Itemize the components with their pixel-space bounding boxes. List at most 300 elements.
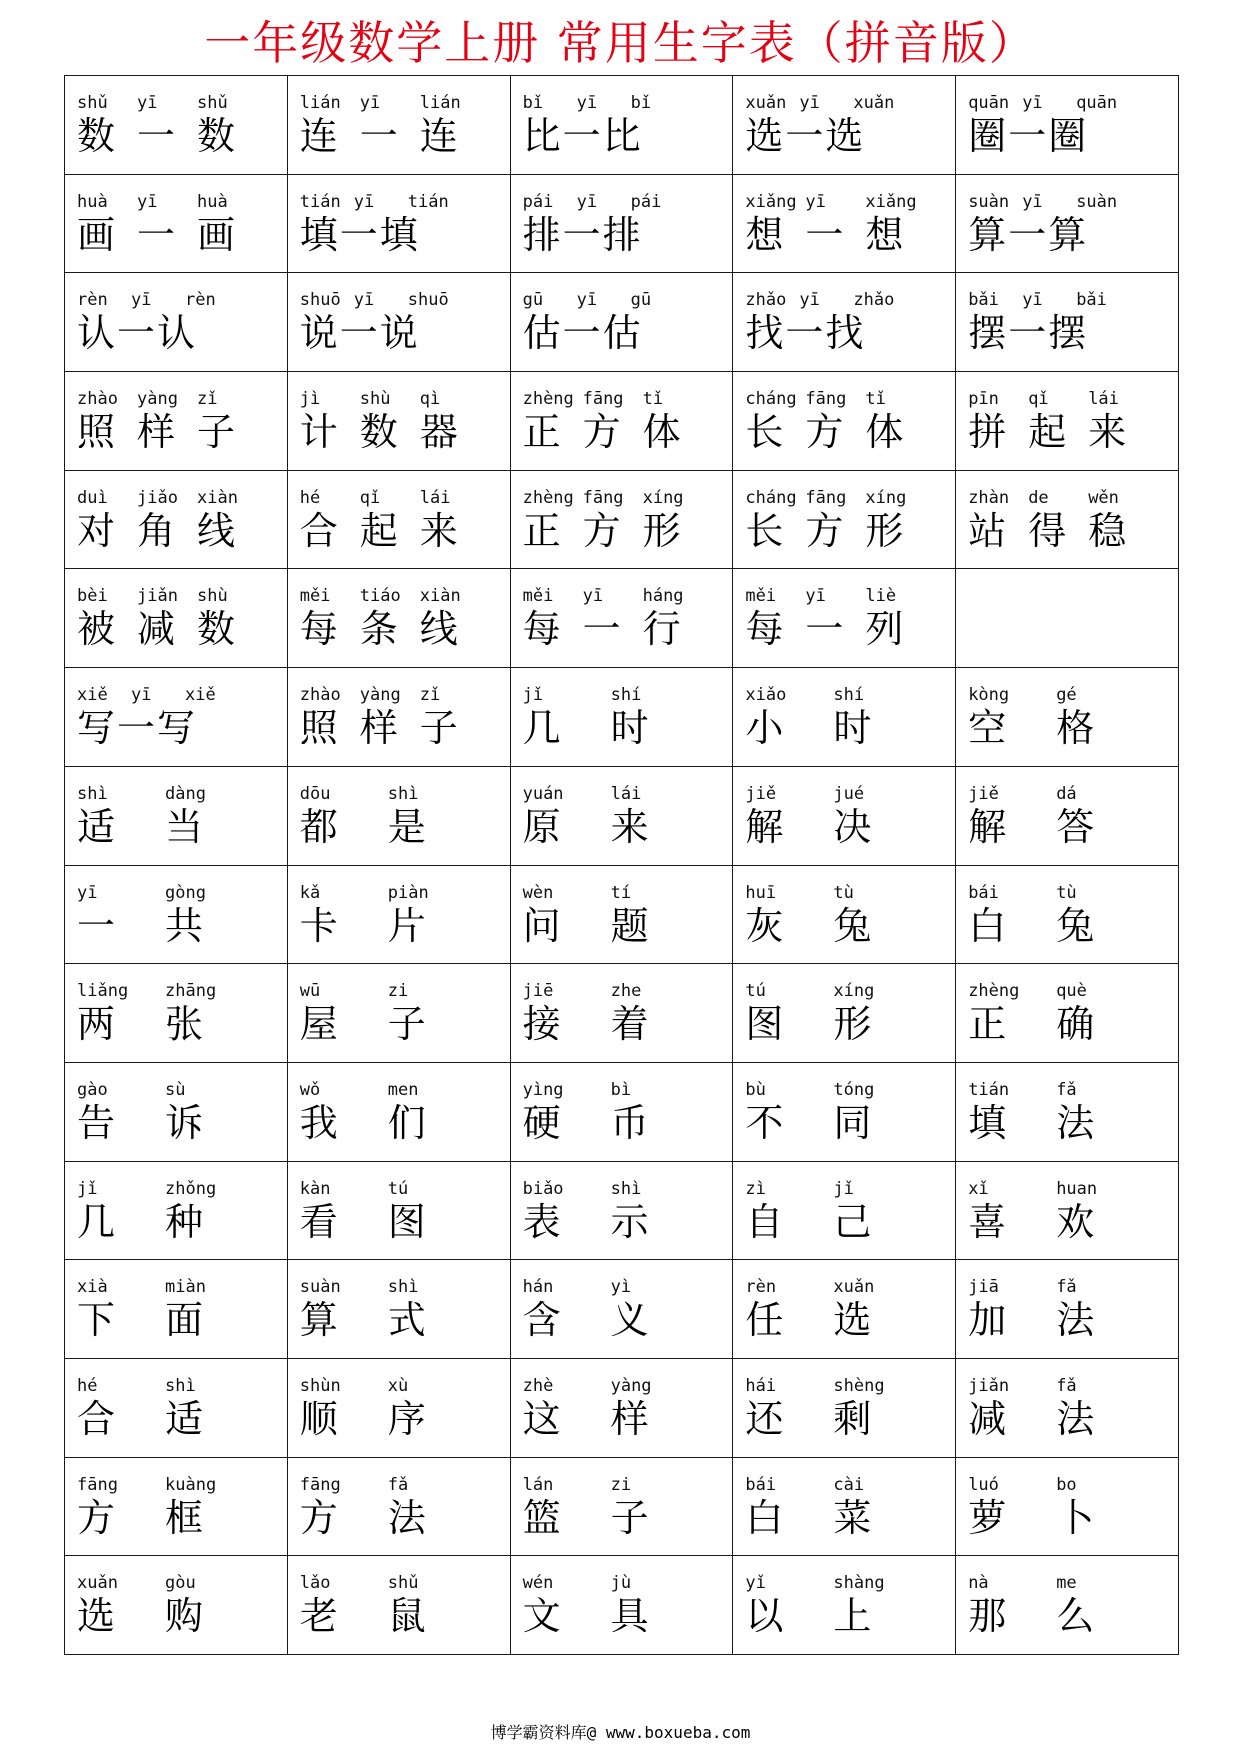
hanzi-character: 数 xyxy=(197,607,236,652)
word-cell xyxy=(65,865,288,964)
hanzi-character: 连 xyxy=(419,114,458,158)
hanzi-character: 估 xyxy=(602,311,641,356)
word-cell-content xyxy=(288,1556,510,1638)
hanzi-character: 比 xyxy=(522,114,561,158)
pinyin-syllable: shù xyxy=(359,389,391,410)
pinyin-row xyxy=(300,1276,502,1298)
pinyin-syllable: miàn xyxy=(165,1277,206,1298)
hanzi-character: 选 xyxy=(833,1298,872,1343)
character-row xyxy=(523,904,725,948)
word-cell xyxy=(510,865,733,964)
word-cell-content xyxy=(288,964,510,1046)
word-cell-content xyxy=(65,1063,287,1145)
table-row xyxy=(65,1457,1179,1556)
hanzi-character: 正 xyxy=(522,410,561,455)
pinyin-syllable: měi xyxy=(522,586,554,607)
word-cell xyxy=(65,1062,288,1161)
pinyin-syllable: yī xyxy=(582,586,604,607)
word-cell-content xyxy=(733,964,955,1046)
hanzi-character: 认 xyxy=(77,311,116,356)
character-row xyxy=(968,1298,1170,1342)
hanzi-character: 拼 xyxy=(968,410,1007,455)
word-cell xyxy=(65,1358,288,1457)
pinyin-syllable: bo xyxy=(1056,1474,1077,1495)
pinyin-row xyxy=(745,92,947,114)
character-row xyxy=(523,1594,725,1638)
character-row xyxy=(968,904,1170,948)
word-cell-content xyxy=(956,1458,1178,1540)
pinyin-syllable: rèn xyxy=(185,290,216,311)
character-row xyxy=(300,410,502,454)
pinyin-syllable: pái xyxy=(522,191,554,212)
pinyin-row xyxy=(77,980,279,1002)
character-row xyxy=(523,1496,725,1540)
pinyin-syllable: gòng xyxy=(165,882,206,903)
pinyin-syllable: yī xyxy=(799,93,820,113)
word-cell-content xyxy=(65,76,287,158)
hanzi-character: 灰 xyxy=(745,903,784,948)
hanzi-character: 空 xyxy=(968,706,1007,751)
hanzi-character: 长 xyxy=(745,410,784,455)
hanzi-character: 篮 xyxy=(522,1495,561,1540)
character-row xyxy=(300,1594,502,1638)
word-cell-content xyxy=(65,767,287,849)
character-row xyxy=(968,114,1170,158)
hanzi-character: 比 xyxy=(602,114,641,158)
footer-watermark: 博学霸资料库@ www.boxueba.com xyxy=(490,1723,751,1742)
pinyin-syllable: tián xyxy=(968,1079,1010,1100)
word-cell-content xyxy=(511,1458,733,1540)
pinyin-syllable: huan xyxy=(1056,1178,1098,1199)
word-cell-content xyxy=(956,372,1178,454)
word-cell-content xyxy=(733,1458,955,1540)
pinyin-syllable: lǎo xyxy=(299,1573,331,1594)
pinyin-syllable: zhe xyxy=(610,981,642,1002)
pinyin-row xyxy=(745,980,947,1002)
character-row xyxy=(523,607,725,651)
word-cell xyxy=(287,1062,510,1161)
word-cell-content xyxy=(288,76,510,158)
hanzi-character: 想 xyxy=(865,212,904,257)
word-cell-content xyxy=(733,1359,955,1441)
pinyin-row xyxy=(968,1572,1170,1594)
character-row xyxy=(300,311,502,355)
hanzi-character: 连 xyxy=(299,114,338,158)
pinyin-syllable: shuō xyxy=(299,290,341,311)
word-cell xyxy=(956,1062,1179,1161)
pinyin-row xyxy=(523,1276,725,1298)
table-row xyxy=(65,273,1179,372)
pinyin-row xyxy=(523,289,725,311)
hanzi-character: 形 xyxy=(865,508,904,553)
hanzi-character: 下 xyxy=(77,1298,116,1343)
pinyin-syllable: xíng xyxy=(865,487,907,508)
hanzi-character: 共 xyxy=(165,903,204,948)
hanzi-character: 兔 xyxy=(833,903,872,948)
word-cell-content xyxy=(288,1458,510,1540)
pinyin-row xyxy=(77,388,279,410)
word-cell xyxy=(510,1161,733,1260)
pinyin-syllable: xíng xyxy=(642,487,684,508)
hanzi-character: 白 xyxy=(745,1495,784,1540)
character-row xyxy=(523,706,725,750)
word-cell xyxy=(956,865,1179,964)
hanzi-character: 几 xyxy=(522,706,561,751)
pinyin-syllable: shùn xyxy=(299,1375,341,1396)
hanzi-character: 站 xyxy=(968,508,1007,553)
pinyin-syllable: bǐ xyxy=(630,93,652,113)
word-cell xyxy=(287,1161,510,1260)
pinyin-syllable: tù xyxy=(1056,882,1077,903)
character-row xyxy=(745,706,947,750)
word-cell-content xyxy=(288,1359,510,1441)
character-row xyxy=(745,410,947,454)
pinyin-syllable xyxy=(968,585,1028,607)
word-cell xyxy=(733,569,956,668)
character-row xyxy=(300,1101,502,1145)
pinyin-syllable: hái xyxy=(745,1375,777,1396)
table-row xyxy=(65,372,1179,471)
hanzi-character: 说 xyxy=(379,311,418,356)
pinyin-syllable: tián xyxy=(299,191,341,212)
pinyin-row xyxy=(968,487,1170,509)
word-cell-content xyxy=(956,767,1178,849)
pinyin-syllable: kòng xyxy=(968,685,1010,706)
character-row xyxy=(77,805,279,849)
character-row xyxy=(968,509,1170,553)
pinyin-syllable: xuǎn xyxy=(77,1573,118,1594)
pinyin-syllable xyxy=(1028,585,1088,607)
pinyin-row xyxy=(523,1375,725,1397)
pinyin-syllable: gé xyxy=(1056,685,1077,706)
pinyin-row xyxy=(968,1079,1170,1101)
pinyin-row xyxy=(745,1375,947,1397)
word-cell xyxy=(65,372,288,471)
hanzi-character: 来 xyxy=(1088,410,1127,455)
pinyin-syllable: fāng xyxy=(582,487,624,508)
pinyin-syllable: hé xyxy=(77,1375,98,1396)
word-cell xyxy=(287,273,510,372)
hanzi-character: 一 xyxy=(77,903,116,948)
pinyin-syllable: zhèng xyxy=(522,487,574,508)
word-cell xyxy=(65,76,288,175)
word-cell xyxy=(65,1161,288,1260)
hanzi-character: 一 xyxy=(117,706,156,751)
word-cell xyxy=(287,569,510,668)
hanzi-character: 圈 xyxy=(968,114,1007,158)
word-cell xyxy=(956,1161,1179,1260)
hanzi-character: 同 xyxy=(833,1100,872,1145)
hanzi-character: 不 xyxy=(745,1100,784,1145)
pinyin-syllable: rèn xyxy=(77,290,108,311)
hanzi-character: 么 xyxy=(1056,1594,1095,1639)
pinyin-syllable: shì xyxy=(165,1375,196,1396)
character-row xyxy=(968,213,1170,257)
word-cell xyxy=(510,470,733,569)
pinyin-syllable: yī xyxy=(353,191,375,212)
word-cell-content xyxy=(65,569,287,651)
pinyin-syllable: pái xyxy=(630,191,662,212)
table-row xyxy=(65,865,1179,964)
word-cell xyxy=(287,865,510,964)
character-row xyxy=(77,1200,279,1244)
hanzi-character: 菜 xyxy=(833,1495,872,1540)
word-cell xyxy=(733,372,956,471)
pinyin-syllable: de xyxy=(1028,487,1049,508)
pinyin-syllable: jiǎo xyxy=(137,487,178,508)
word-cell xyxy=(956,569,1179,668)
hanzi-character: 线 xyxy=(419,607,458,652)
hanzi-character: 每 xyxy=(745,607,784,652)
word-cell-content xyxy=(288,1063,510,1145)
pinyin-syllable: xuǎn xyxy=(853,93,895,113)
character-row xyxy=(77,607,279,651)
pinyin-row xyxy=(745,1178,947,1200)
hanzi-character: 找 xyxy=(745,311,784,356)
hanzi-character: 序 xyxy=(387,1396,426,1441)
pinyin-syllable: tián xyxy=(407,191,449,212)
character-row xyxy=(523,509,725,553)
hanzi-character: 格 xyxy=(1056,706,1095,751)
word-cell xyxy=(510,1062,733,1161)
word-cell xyxy=(287,470,510,569)
pinyin-syllable: shù xyxy=(197,586,228,607)
word-cell-content xyxy=(511,767,733,849)
pinyin-syllable: shì xyxy=(610,1178,642,1199)
pinyin-syllable: bǐ xyxy=(522,93,544,113)
pinyin-syllable: jiǎn xyxy=(968,1375,1010,1396)
hanzi-character: 一 xyxy=(785,311,824,356)
pinyin-syllable: tú xyxy=(387,1178,409,1199)
pinyin-syllable: zhǒng xyxy=(165,1178,217,1199)
word-cell-content xyxy=(511,1162,733,1244)
pinyin-row xyxy=(968,684,1170,706)
word-cell xyxy=(287,174,510,273)
character-row xyxy=(523,410,725,454)
table-row xyxy=(65,76,1179,175)
character-row xyxy=(300,1397,502,1441)
word-cell xyxy=(733,273,956,372)
word-cell-content xyxy=(288,767,510,849)
word-cell-content xyxy=(733,1063,955,1145)
character-row xyxy=(968,1200,1170,1244)
character-row xyxy=(300,805,502,849)
pinyin-row xyxy=(300,1572,502,1594)
pinyin-row xyxy=(968,289,1170,311)
pinyin-syllable: bèi xyxy=(77,586,108,607)
word-cell xyxy=(510,1457,733,1556)
hanzi-character: 一 xyxy=(1008,212,1047,257)
pinyin-syllable: yī xyxy=(137,93,158,113)
word-cell xyxy=(65,569,288,668)
hanzi-character: 写 xyxy=(157,706,196,751)
pinyin-row xyxy=(77,1178,279,1200)
word-cell-content xyxy=(956,1359,1178,1441)
hanzi-character: 一 xyxy=(562,311,601,356)
pinyin-row xyxy=(968,388,1170,410)
word-cell xyxy=(733,766,956,865)
pinyin-syllable: xiǎng xyxy=(745,191,797,212)
word-cell-content xyxy=(65,1458,287,1540)
word-cell xyxy=(65,1556,288,1655)
pinyin-syllable: yī xyxy=(576,191,598,212)
word-cell xyxy=(510,964,733,1063)
hanzi-character: 条 xyxy=(359,607,398,652)
pinyin-row xyxy=(523,980,725,1002)
pinyin-syllable: xiě xyxy=(185,685,216,706)
hanzi-character: 我 xyxy=(299,1100,338,1145)
hanzi-character: 算 xyxy=(968,212,1007,257)
hanzi-character: 照 xyxy=(299,706,338,751)
hanzi-character: 问 xyxy=(522,903,561,948)
pinyin-syllable: wǒ xyxy=(299,1079,321,1100)
pinyin-row xyxy=(77,487,279,509)
pinyin-syllable: fǎ xyxy=(1056,1079,1077,1100)
pinyin-syllable: wěn xyxy=(1088,487,1119,508)
hanzi-character: 排 xyxy=(522,212,561,257)
hanzi-character: 着 xyxy=(610,1002,649,1047)
table-row xyxy=(65,766,1179,865)
hanzi-character: 方 xyxy=(299,1495,338,1540)
word-cell-content xyxy=(511,273,733,355)
pinyin-syllable: yàng xyxy=(359,685,401,706)
hanzi-character: 样 xyxy=(610,1396,649,1441)
pinyin-syllable: shì xyxy=(387,1277,419,1298)
word-cell xyxy=(510,569,733,668)
word-cell xyxy=(956,668,1179,767)
word-cell-content xyxy=(65,1359,287,1441)
hanzi-character: 摆 xyxy=(1048,311,1087,356)
hanzi-character: 一 xyxy=(1008,311,1047,356)
pinyin-row xyxy=(523,487,725,509)
word-cell-content xyxy=(65,964,287,1046)
pinyin-syllable: sù xyxy=(165,1079,186,1100)
pinyin-syllable: yì xyxy=(610,1277,632,1298)
pinyin-row xyxy=(300,684,502,706)
word-cell xyxy=(733,470,956,569)
word-cell xyxy=(287,1457,510,1556)
hanzi-character: 画 xyxy=(197,212,236,257)
word-cell xyxy=(733,174,956,273)
pinyin-syllable: yàng xyxy=(137,389,178,410)
word-cell xyxy=(287,372,510,471)
pinyin-syllable: tiáo xyxy=(359,586,401,607)
table-row xyxy=(65,964,1179,1063)
pinyin-syllable: tǐ xyxy=(642,389,664,410)
hanzi-character: 子 xyxy=(419,706,458,751)
pinyin-row xyxy=(300,1474,502,1496)
word-cell-content xyxy=(511,76,733,158)
character-row xyxy=(745,311,947,355)
hanzi-character: 适 xyxy=(77,804,116,849)
pinyin-syllable: jì xyxy=(299,389,321,410)
word-cell-content xyxy=(733,273,955,355)
hanzi-character: 一 xyxy=(805,607,844,652)
word-cell xyxy=(287,1556,510,1655)
word-cell-content xyxy=(511,1556,733,1638)
pinyin-row xyxy=(745,1276,947,1298)
hanzi-character: 选 xyxy=(77,1594,116,1639)
character-row xyxy=(77,311,279,355)
pinyin-syllable: kàn xyxy=(299,1178,331,1199)
hanzi-character: 己 xyxy=(833,1199,872,1244)
word-cell-content xyxy=(956,668,1178,750)
hanzi-character: 计 xyxy=(299,410,338,455)
pinyin-syllable: bǎi xyxy=(1076,290,1107,311)
word-cell-content xyxy=(733,569,955,651)
pinyin-syllable: xuǎn xyxy=(833,1277,875,1298)
pinyin-syllable: yī xyxy=(131,685,152,706)
character-row xyxy=(745,114,947,158)
pinyin-syllable: kǎ xyxy=(299,882,321,903)
character-row xyxy=(523,1002,725,1046)
hanzi-character: 文 xyxy=(522,1594,561,1639)
hanzi-character: 算 xyxy=(1048,212,1087,257)
pinyin-syllable: jiā xyxy=(968,1277,999,1298)
word-cell-content xyxy=(511,668,733,750)
hanzi-character: 解 xyxy=(968,804,1007,849)
pinyin-row xyxy=(300,1375,502,1397)
word-cell xyxy=(510,1358,733,1457)
pinyin-syllable: zhèng xyxy=(522,389,574,410)
pinyin-row xyxy=(523,585,725,607)
word-cell xyxy=(956,470,1179,569)
table-row xyxy=(65,470,1179,569)
hanzi-character: 购 xyxy=(165,1594,204,1639)
hanzi-character: 子 xyxy=(197,410,236,455)
word-cell-content xyxy=(288,175,510,257)
pinyin-syllable: yī xyxy=(137,191,158,212)
pinyin-syllable: zi xyxy=(387,981,409,1002)
pinyin-syllable: fāng xyxy=(805,389,847,410)
hanzi-character: 是 xyxy=(387,804,426,849)
pinyin-syllable: bì xyxy=(610,1079,632,1100)
hanzi-character: 减 xyxy=(137,607,176,652)
hanzi-character: 法 xyxy=(387,1495,426,1540)
hanzi-character: 具 xyxy=(610,1594,649,1639)
hanzi-character: 当 xyxy=(165,804,204,849)
word-cell-content xyxy=(956,1556,1178,1638)
hanzi-character: 法 xyxy=(1056,1100,1095,1145)
character-row xyxy=(300,1496,502,1540)
vocab-table-body xyxy=(65,76,1179,1655)
word-cell xyxy=(510,174,733,273)
pinyin-syllable: zhào xyxy=(77,389,118,410)
word-cell-content xyxy=(65,1260,287,1342)
character-row xyxy=(523,805,725,849)
word-cell xyxy=(733,1457,956,1556)
pinyin-syllable: yī xyxy=(353,290,375,311)
character-row xyxy=(300,1002,502,1046)
word-cell-content xyxy=(288,273,510,355)
character-row xyxy=(968,1496,1170,1540)
pinyin-syllable: zhāng xyxy=(165,981,217,1002)
pinyin-syllable: lái xyxy=(419,487,451,508)
word-cell xyxy=(510,372,733,471)
word-cell-content xyxy=(511,175,733,257)
pinyin-row xyxy=(745,1079,947,1101)
hanzi-character: 一 xyxy=(1008,114,1047,158)
word-cell-content xyxy=(733,866,955,948)
pinyin-row xyxy=(77,1572,279,1594)
pinyin-syllable: xíng xyxy=(833,981,875,1002)
pinyin-syllable: jù xyxy=(610,1573,632,1594)
word-cell xyxy=(733,1260,956,1359)
pinyin-row xyxy=(300,289,502,311)
hanzi-character: 认 xyxy=(157,311,196,356)
hanzi-character: 合 xyxy=(299,508,338,553)
hanzi-character: 减 xyxy=(968,1396,1007,1441)
